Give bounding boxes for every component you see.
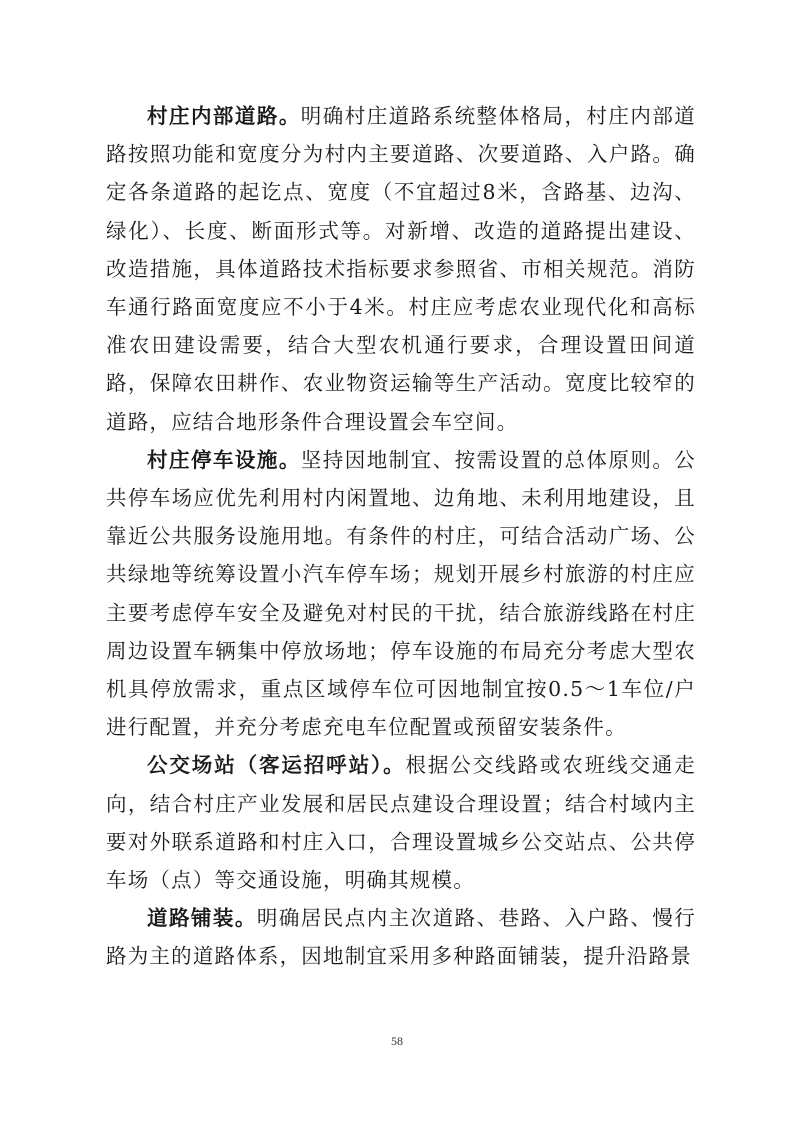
paragraph-text: 坚持因地制宜、按需设置的总体原则。公共停车场应优先利用村内闲置地、边角地、未利用地建设，且靠近公共服务设施用地。有条件的村庄，可结合活动广场、公共绿地等统筹设置小汽车停车场；规划开展乡村旅游的村庄应主要考虑停车安全及避免对村民的干扰，结合旅游线路在村庄周边设置车辆集中停放场地；停车设施的布局充分考虑大型农机具停放需求，重点区域停车位可因地制宜按0.5～1车位/户进行配置，并充分考虑充电车位配置或预留安装条件。 — [106, 447, 696, 740]
document-body — [106, 97, 696, 976]
paragraph-heading: 村庄停车设施。 — [147, 447, 301, 472]
paragraph-heading: 公交场站（客运招呼站）。 — [147, 753, 406, 778]
paragraph-internal-roads — [106, 97, 696, 441]
paragraph-heading: 道路铺装。 — [147, 906, 257, 931]
paragraph-heading: 村庄内部道路。 — [147, 104, 301, 128]
paragraph-text: 明确居民点内主次道路、巷路、入户路、慢行路为主的道路体系，因地制宜采用多种路面铺装，提升沿路景 — [106, 906, 697, 969]
paragraph-parking-facilities — [106, 441, 696, 747]
paragraph-road-paving — [106, 899, 696, 975]
paragraph-text: 明确村庄道路系统整体格局，村庄内部道路按照功能和宽度分为村内主要道路、次要道路、入户路。确定各条道路的起讫点、宽度（不宜超过8米，含路基、边沟、绿化）、长度、断面形式等。对新增、改造的道路提出建设、改造措施，具体道路技术指标要求参照省、市相关规范。消防车通行路面宽度应不小于4米。村庄应考虑农业现代化和高标准农田建设需要，结合大型农机通行要求，合理设置田间道路，保障农田耕作、农业物资运输等生产活动。宽度比较窄的道路，应结合地形条件合理设置会车空间。 — [106, 104, 696, 434]
paragraph-bus-stations — [106, 746, 696, 899]
page-number: 58 — [391, 1034, 403, 1048]
paragraph-text: 根据公交线路或农班线交通走向，结合村庄产业发展和居民点建设合理设置；结合村域内主要对外联系道路和村庄入口，合理设置城乡公交站点、公共停车场（点）等交通设施，明确其规模。 — [106, 753, 696, 893]
